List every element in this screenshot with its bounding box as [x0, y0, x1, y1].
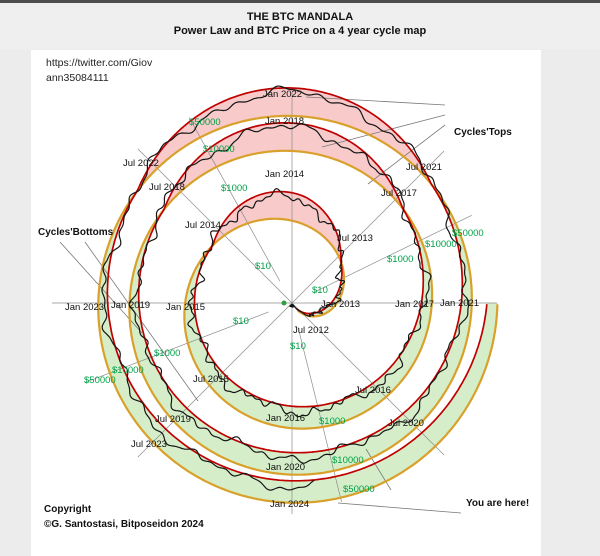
cycles-bottoms-label: Cycles'Bottoms — [38, 227, 114, 238]
date-label: Jul 2017 — [381, 188, 417, 199]
date-label: Jul 2014 — [185, 220, 221, 231]
twitter-note — [46, 56, 152, 85]
price-start-dot — [282, 301, 287, 306]
date-label: Jul 2012 — [293, 325, 329, 336]
price-label: $1000 — [154, 348, 181, 359]
date-label: Jan 2014 — [265, 169, 305, 180]
price-label: $10000 — [425, 239, 457, 250]
price-label: $10 — [312, 285, 328, 296]
chart-title: THE BTC MANDALA — [246, 11, 354, 23]
date-label: Jul 2018 — [149, 182, 185, 193]
copyright-note — [44, 502, 204, 532]
date-label: Jan 2023 — [65, 302, 105, 313]
date-label: Jan 2017 — [395, 299, 435, 310]
date-label: Jan 2015 — [166, 302, 206, 313]
date-label: Jul 2015 — [193, 374, 229, 385]
date-label: Jul 2020 — [388, 418, 424, 429]
price-label: $10 — [290, 341, 306, 352]
copyright-line2: ©G. Santostasi, Bitposeidon 2024 — [44, 519, 204, 530]
date-label: Jan 2016 — [266, 413, 306, 424]
price-label: $50000 — [84, 375, 116, 386]
twitter-note-line2: ann35084111 — [46, 71, 109, 84]
date-label: Jan 2019 — [111, 300, 151, 311]
price-label: $10000 — [112, 365, 144, 376]
date-label: Jan 2018 — [265, 116, 305, 127]
date-label: Jul 2023 — [131, 439, 167, 450]
date-label: Jan 2013 — [321, 299, 361, 310]
date-label: Jul 2021 — [406, 162, 442, 173]
price-label: $50000 — [452, 228, 484, 239]
you-are-here-label: You are here! — [466, 498, 530, 509]
date-label: Jul 2016 — [355, 385, 391, 396]
price-label: $50000 — [189, 117, 221, 128]
price-label: $10000 — [203, 144, 235, 155]
date-label: Jul 2019 — [155, 414, 191, 425]
cycle-tops-band — [213, 192, 341, 262]
chart-subtitle: Power Law and BTC Price on a 4 year cycle map — [173, 25, 427, 37]
date-label: Jan 2020 — [266, 462, 306, 473]
date-label: Jul 2022 — [123, 158, 159, 169]
price-label: $50000 — [343, 484, 375, 495]
price-label: $10000 — [332, 455, 364, 466]
date-label: Jan 2022 — [263, 89, 303, 100]
price-label: $10 — [233, 316, 249, 327]
cycle-bottoms-band — [184, 208, 435, 428]
date-label: Jan 2021 — [440, 298, 480, 309]
cycles-tops-label: Cycles'Tops — [454, 127, 512, 138]
date-label: Jan 2024 — [270, 499, 310, 510]
annotation-leader-line — [338, 503, 461, 513]
copyright-line1: Copyright — [44, 504, 92, 515]
twitter-note-line1: https://twitter.com/Giov — [46, 57, 153, 69]
price-label: $1000 — [319, 416, 346, 427]
price-label: $1000 — [387, 254, 414, 265]
price-label: $1000 — [221, 183, 248, 194]
price-label: $10 — [255, 261, 271, 272]
date-label: Jul 2013 — [337, 233, 373, 244]
